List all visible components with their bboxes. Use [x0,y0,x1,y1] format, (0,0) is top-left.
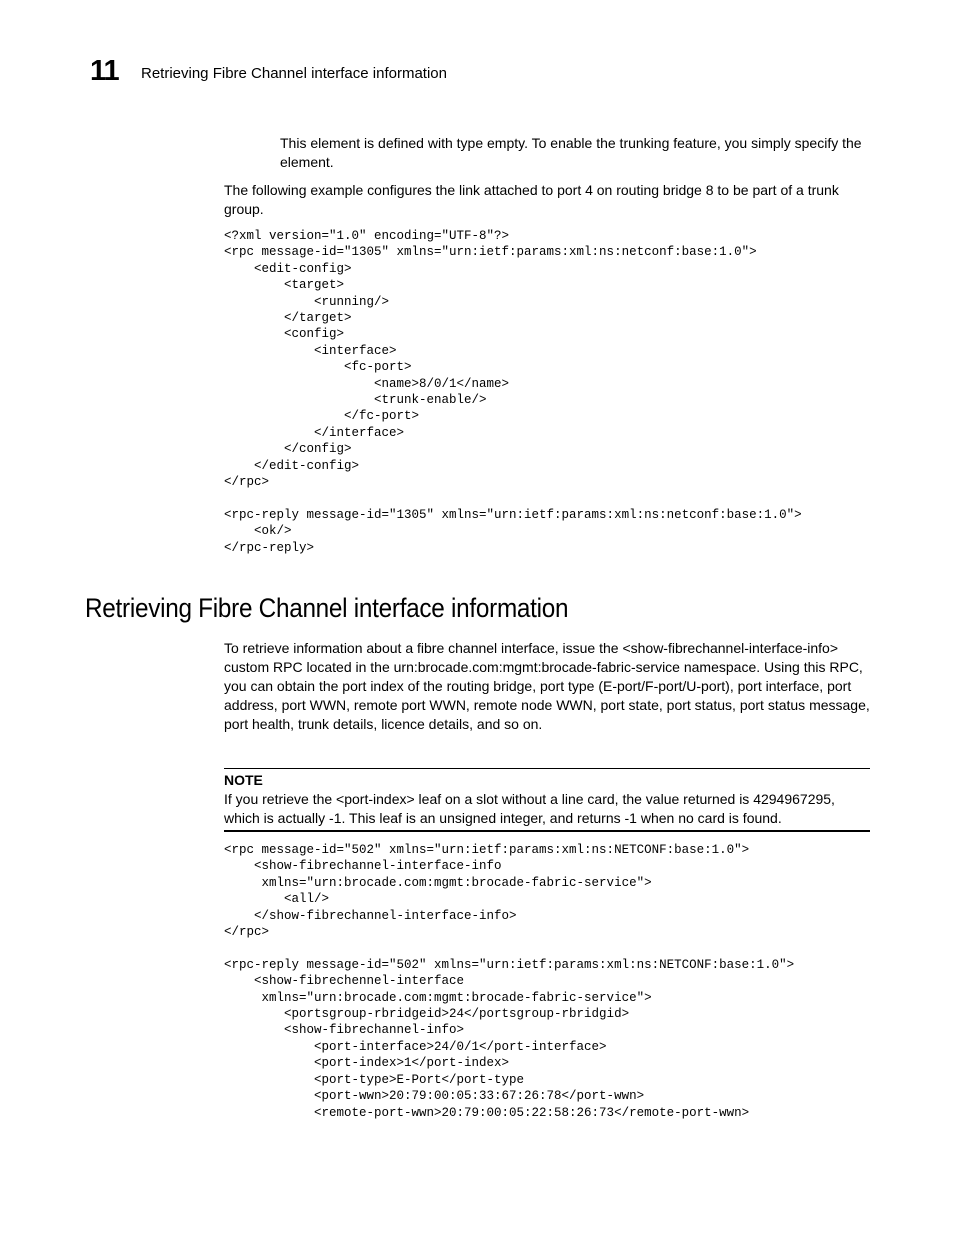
code-block-fc-info: <rpc message-id="502" xmlns="urn:ietf:params:xml:ns:NETCONF:base:1.0"> <show-fibrechannel-interface-info xmlns="urn:brocade.com:mgmt:brocade-fabric-service"> <all/> </show-fibrechannel-interface-info> </rpc> <rpc-reply message-id="502" xmlns="urn:ietf:params:xml:ns:NETCONF:base:1.0"> <show-fibrechennel-interface xmlns="urn:brocade.com:mgmt:brocade-fabric-service"> <portsgroup-rbridgeid>24</portsgroup-rbridgid> <show-fibrechannel-info> <port-interface>24/0/1</port-interface> <port-index>1</port-index> <port-type>E-Port</port-type <port-wwn>20:79:00:05:33:67:26:78</port-wwn> <remote-port-wwn>20:79:00:05:22:58:26:73</remote-port-wwn> [224,843,795,1120]
note-label: NOTE [224,772,263,788]
running-header-title: Retrieving Fibre Channel interface information [141,65,447,82]
chapter-number: 11 [90,55,119,87]
example-intro-paragraph: The following example configures the link attached to port 4 on routing bridge 8 to be part of a trunk group. [224,182,839,217]
note-box [224,768,870,832]
section-heading: Retrieving Fibre Channel interface information [85,593,569,623]
section-body-paragraph: To retrieve information about a fibre channel interface, issue the <show-fibrechannel-interface-info> custom RPC located in the urn:brocade.com:mgmt:brocade-fabric-service namespace. Using this RPC, you can obtain the port index of the routing bridge, port type (E-port/F-port/U-port), port interface, port address, port WWN, remote port WWN, remote node WWN, port state, port status, port status message, port health, trunk details, licence details, and so on. [224,640,870,732]
element-description: This element is defined with type empty. To enable the trunking feature, you simply specify the element. [280,135,862,170]
code-block-trunk-config: <?xml version="1.0" encoding="UTF-8"?> <rpc message-id="1305" xmlns="urn:ietf:params:xml:ns:netconf:base:1.0"> <edit-config> <target> <running/> </target> <config> <interface> <fc-port> <name>8/0/1</name> <trunk-enable/> </fc-port> </interface> </config> </edit-config> </rpc> <rpc-reply message-id="1305" xmlns="urn:ietf:params:xml:ns:netconf:base:1.0"> <ok/> </rpc-reply> [224,229,802,555]
note-text: If you retrieve the <port-index> leaf on a slot without a line card, the value returned is 4294967295, which is actually -1. This leaf is an unsigned integer, and returns -1 when no card is found. [224,791,835,826]
